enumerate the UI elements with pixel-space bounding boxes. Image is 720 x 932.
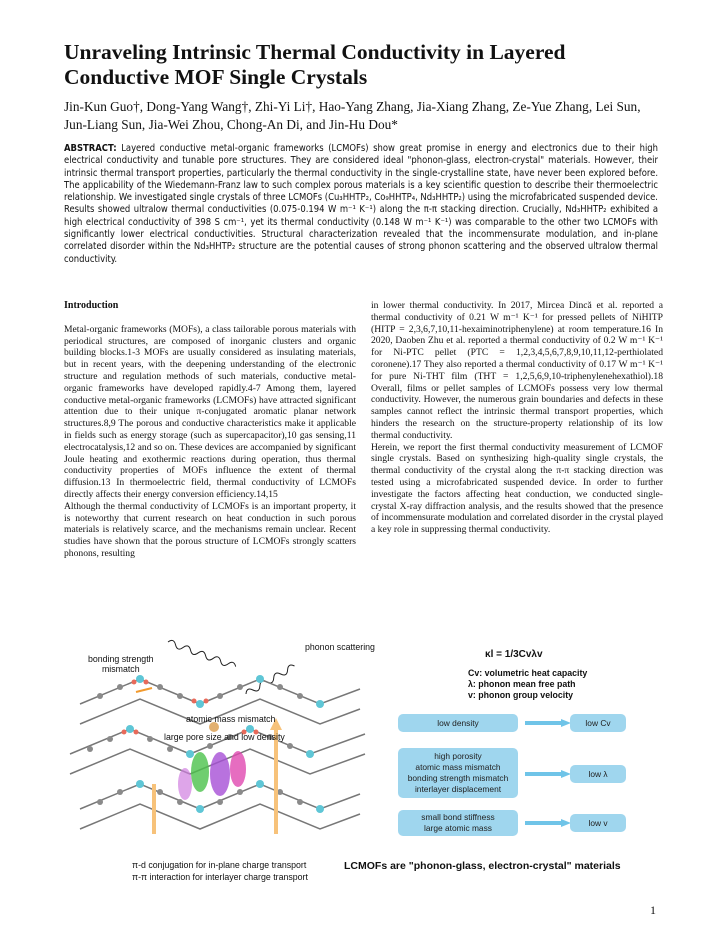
box-text: low density xyxy=(437,717,479,728)
formula: κl = 1/3Cvλv xyxy=(485,649,543,660)
box-low-lambda xyxy=(570,765,626,783)
arrow-icon xyxy=(525,819,571,827)
caption-pi-pi: π-π interaction for interlayer charge transport xyxy=(132,872,308,882)
box-text: large atomic mass xyxy=(424,823,492,833)
box-text: low λ xyxy=(588,768,608,779)
abstract-label: ABSTRACT: xyxy=(64,143,117,154)
figure-conclusion: LCMOFs are "phonon-glass, electron-crystal" materials xyxy=(344,860,621,872)
def-cv: Cv: volumetric heat capacity xyxy=(468,668,588,678)
def-v: v: phonon group velocity xyxy=(468,690,574,700)
paragraph: Herein, we report the first thermal conductivity measurement of LCMOF single crystals. Based on synthesizing high-quality single crystals, the thermal conductivity of the crystal along the π-π stacking direction was tested using a microfabricated suspended device. In order to further investigate the factors affecting heat conduction, we conducted single-crystal X-ray diffraction analysis, and the results showed that the presence of incommensurate modulation and correlated disorder in the crystal played a key role in suppressing thermal conductivity. xyxy=(371,441,663,536)
paper-title: Unraveling Intrinsic Thermal Conductivity in Layered Conductive MOF Single Crystals xyxy=(64,40,566,89)
box-text: small bond stiffness xyxy=(421,812,495,822)
right-column xyxy=(371,300,663,536)
caption-pi-d: π-d conjugation for in-plane charge transport xyxy=(132,860,307,870)
box-low-cv xyxy=(570,714,626,732)
label-large-pore: large pore size and low density xyxy=(164,732,285,742)
abstract xyxy=(64,143,658,266)
section-heading: Introduction xyxy=(64,300,119,311)
box-text: low Cv xyxy=(585,717,611,728)
toc-figure xyxy=(60,634,660,890)
left-column xyxy=(64,300,356,560)
box-porosity xyxy=(398,748,518,798)
def-lambda: λ: phonon mean free path xyxy=(468,679,576,689)
box-bond-stiffness xyxy=(398,810,518,836)
arrow-icon xyxy=(525,770,571,778)
box-low-v xyxy=(570,814,626,832)
label-phonon-scattering: phonon scattering xyxy=(305,642,375,652)
box-low-density xyxy=(398,714,518,732)
label-atomic-mass: atomic mass mismatch xyxy=(186,714,276,724)
box-text: low v xyxy=(588,817,608,828)
box-text: bonding strength mismatch xyxy=(407,773,509,783)
arrow-icon xyxy=(525,719,571,727)
paragraph: Metal-organic frameworks (MOFs), a class tailorable porous materials with periodical structures, are composed of inorganic clusters and organic building blocks.1-3 MOFs are usually considered as insulating materials, but in recent years, with the deepening understanding of the electronic structure and regulation methods of such materials, conductive metal-organic frameworks have developed rapidly.4-7 Among them, layered conductive metal-organic frameworks (LCMOFs) have attracted significant attention due to their unique π-conjugated aromatic planar network structures.8,9 The porous and conductive characteristics make it applicable in fields such as energy storage (such as supercapacitor),10 gas sensing,11 electrocatalysis,12 and so on. These devices are accompanied by significant Joule heating and exothermic reactions during operation, thus thermal conductivity properties of MOFs influence the extent of thermal diffusion.13 In thermoelectric field, thermal conductivity of LCMOFs directly affects their energy conversion efficiency.14,15 xyxy=(64,323,356,500)
page-number: 1 xyxy=(650,903,656,917)
box-text: atomic mass mismatch xyxy=(415,762,501,772)
label-bonding-mismatch: bonding strength mismatch xyxy=(88,654,154,674)
abstract-text: Layered conductive metal-organic frameworks (LCMOFs) show great promise in energy and electronics due to their high electrical conductivity and tunable pore structures. They are considered ideal "phonon-glass, electron-crystal" materials. However, their intrinsic thermal transport properties, particularly the thermal conductivity in the single-crystalline state, have never been explored before. The applicability of the Wiedemann-Franz law to such complex porous materials is a key scientific question to describe their thermoelectric relationship. We investigated single crystals of three LCMOFs (Cu₃HHTP₂, Co₉HHTP₄, Nd₃HHTP₂) using the microfabricated suspended device. Results showed ultralow thermal conductivities (0.075-0.194 W m⁻¹ K⁻¹) along the π-π stacking direction. Crucially, Nd₃HHTP₂ exhibited a high electrical conductivity of 398 S cm⁻¹, yet its thermal conductivity (0.148 W m⁻¹ K⁻¹) was comparable to the other two LCMOFs with significantly lower electrical conductivities. Structural characterization revealed that the incommensurate modulation, and in-plane correlated disorder within the Nd₃HHTP₂ structure are the potential causes of strong phonon scattering and the observed ultralow thermal conductivity. xyxy=(64,143,658,265)
paragraph: Although the thermal conductivity of LCMOFs is an important property, it is noteworthy that current research on heat conduction in such porous materials is relatively scarce, and the mechanisms remain unclear. Recent studies have shown that the porous structure of LCMOFs strongly scatters phonons, resulting xyxy=(64,500,356,559)
paragraph: in lower thermal conductivity. In 2017, Mircea Dincă et al. reported a thermal conductivity of 0.21 W m⁻¹ K⁻¹ for pressed pellets of NiHITP (HITP = 2,3,6,7,10,11-hexaiminotriphenylene) at room temperature.16 In 2020, Daoben Zhu et al. reported a thermal conductivity of 0.2 W m⁻¹ K⁻¹ for Ni-PTC pellet (PTC = 1,2,3,4,5,6,7,8,9,10,11,12-perthiolated coronene).17 They also reported a thermal conductivity of 0.17 W m⁻¹ K⁻¹ for pure Ni-THT film (THT = 1,2,5,6,9,10-triphenylenehexathiol).18 Overall, films or pellet samples of LCMOFs possess very low thermal conductivity. However, the numerous grain boundaries and defects in these samples cannot reflect the intrinsic thermal transport properties, which hinders the research on the structure-property relationship of its low thermal conductivity. xyxy=(371,300,663,441)
box-text: interlayer displacement xyxy=(414,784,502,794)
box-text: high porosity xyxy=(434,751,482,761)
author-list: Jin-Kun Guo†, Dong-Yang Wang†, Zhi-Yi Li†, Hao-Yang Zhang, Jia-Xiang Zhang, Ze-Yue Zhang, Lei Sun, Jun-Liang Sun, Jia-Wei Zhou, Chong-An Di, and Jin-Hu Dou* xyxy=(64,99,641,132)
